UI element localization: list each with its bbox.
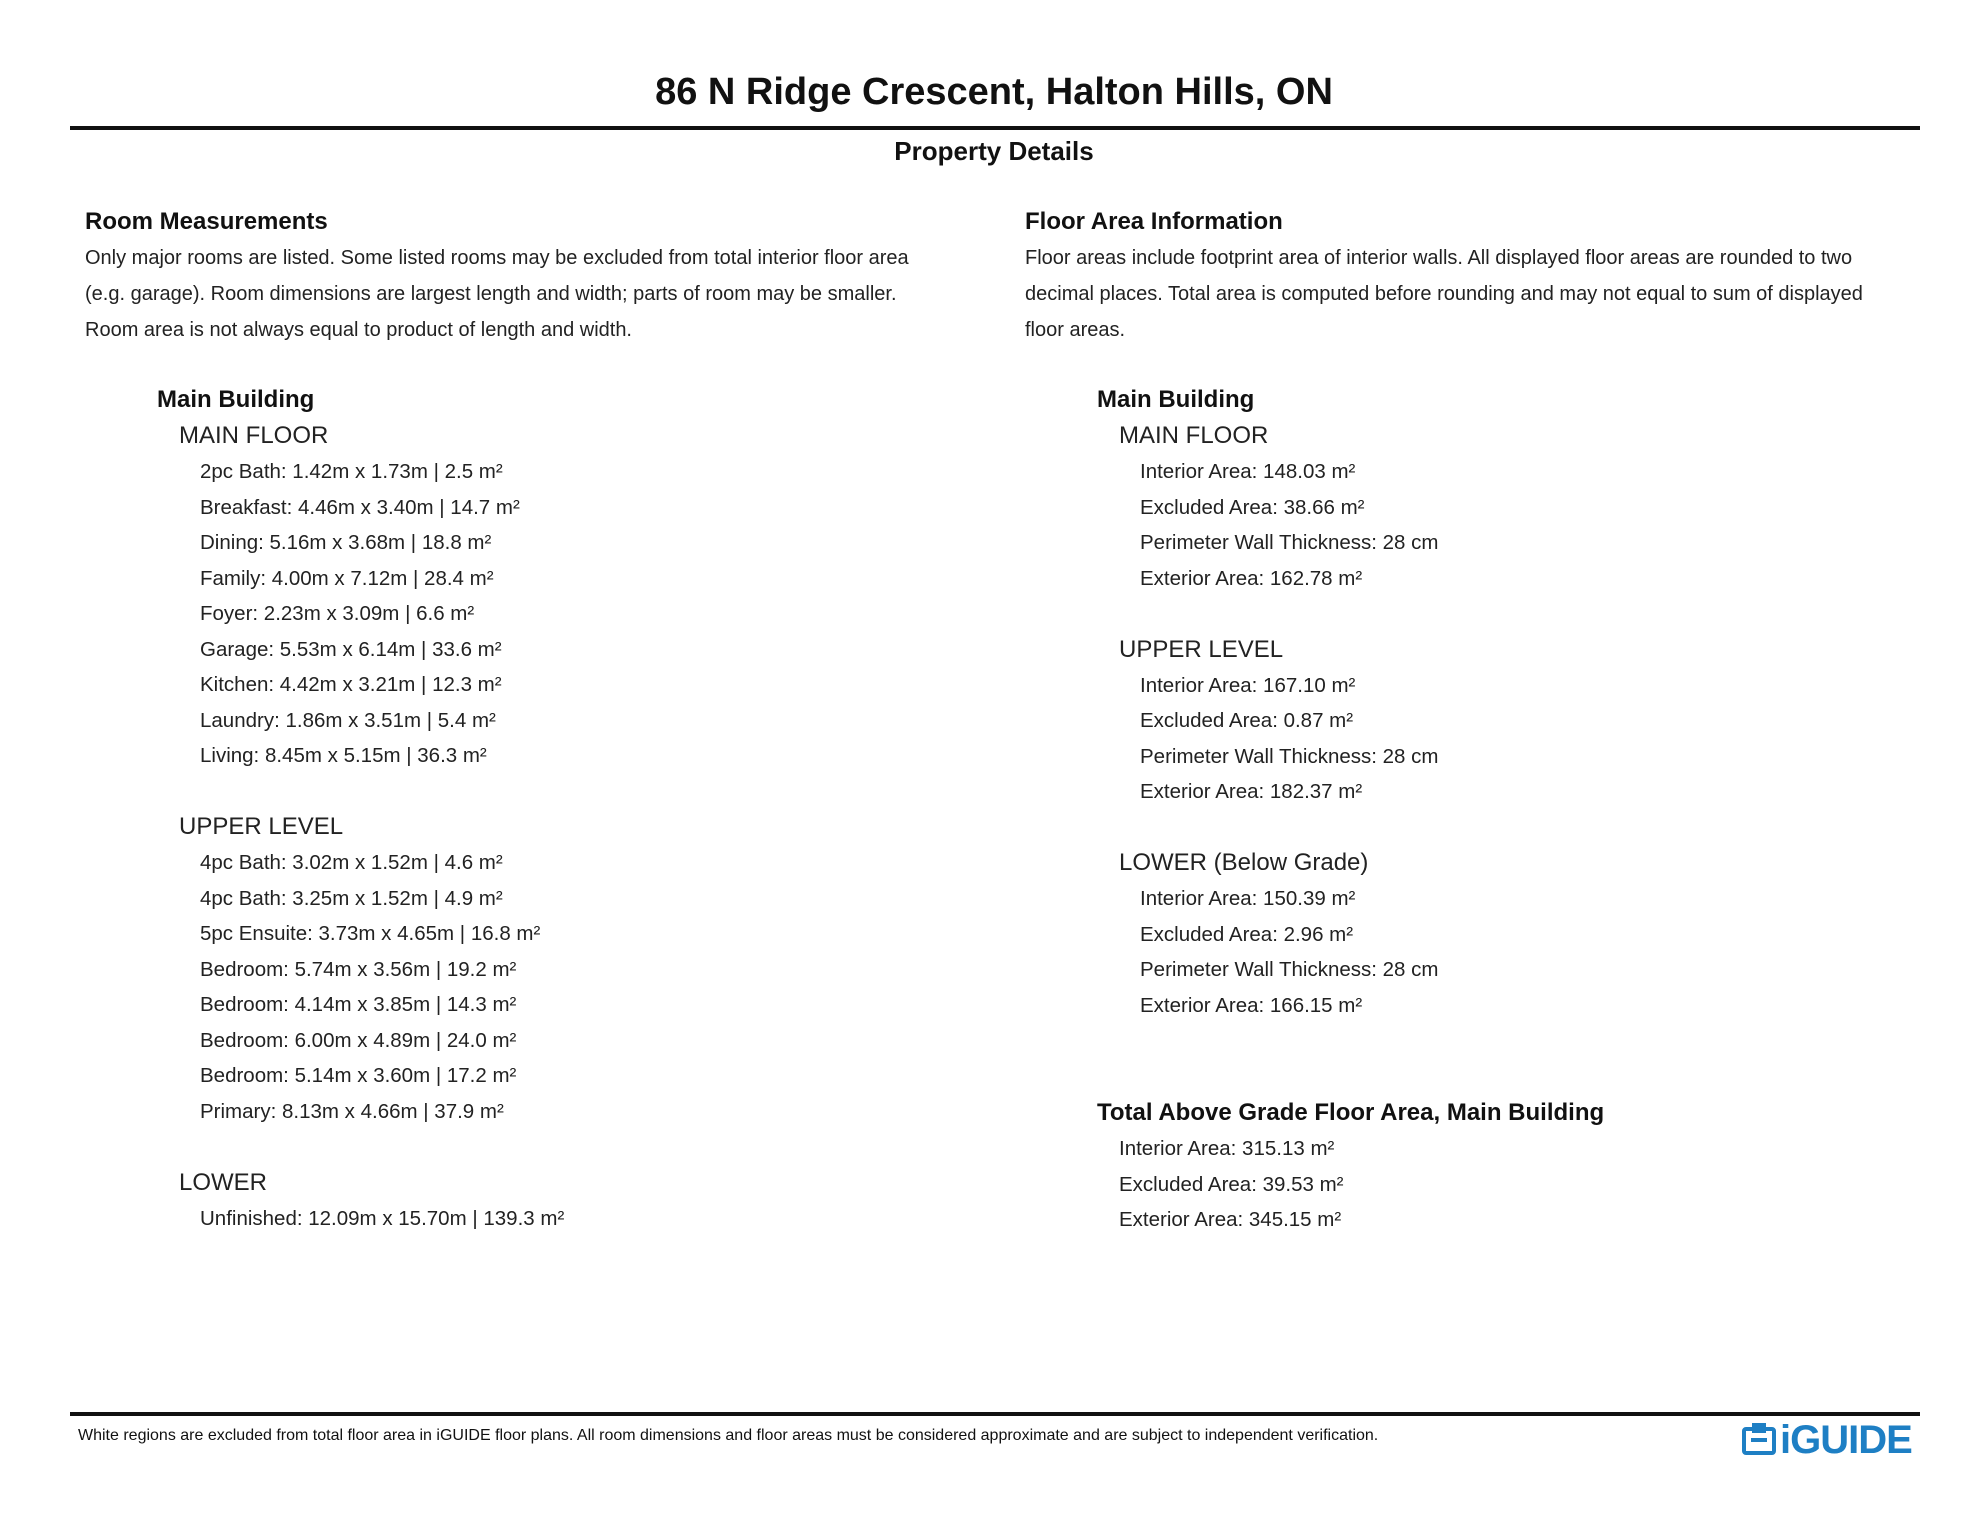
logo-text: iGUIDE <box>1780 1418 1912 1462</box>
room-item: 4pc Bath: 3.25m x 1.52m | 4.9 m² <box>200 886 503 910</box>
area-level-lower <box>1119 845 1935 1023</box>
room-list <box>179 454 985 774</box>
room-item: Bedroom: 4.14m x 3.85m | 14.3 m² <box>200 993 517 1016</box>
level-title: MAIN FLOOR <box>179 422 329 449</box>
area-item: Excluded Area: 38.66 m² <box>1140 495 1365 519</box>
floor-area-heading: Floor Area Information <box>1025 208 1283 235</box>
total-area-list <box>1119 1131 1935 1238</box>
total-area-item: Interior Area: 315.13 m² <box>1119 1137 1335 1160</box>
page-subtitle: Property Details <box>894 136 1094 166</box>
level-title: UPPER LEVEL <box>179 813 344 840</box>
room-item: Laundry: 1.86m x 3.51m | 5.4 m² <box>200 708 496 732</box>
total-area-item: Excluded Area: 39.53 m² <box>1119 1172 1344 1196</box>
room-item: Kitchen: 4.42m x 3.21m | 12.3 m² <box>200 673 502 696</box>
area-item: Interior Area: 150.39 m² <box>1140 887 1356 910</box>
area-item: Interior Area: 148.03 m² <box>1140 460 1356 483</box>
room-item: Dining: 5.16m x 3.68m | 18.8 m² <box>200 531 492 554</box>
room-item: Family: 4.00m x 7.12m | 28.4 m² <box>200 566 494 590</box>
room-item: Foyer: 2.23m x 3.09m | 6.6 m² <box>200 602 475 625</box>
room-item: Breakfast: 4.46m x 3.40m | 14.7 m² <box>200 495 520 519</box>
iguide-logo <box>1742 1418 1912 1462</box>
area-level-upper-level <box>1119 632 1935 846</box>
room-item: 5pc Ensuite: 3.73m x 4.65m | 16.8 m² <box>200 922 541 945</box>
area-item: Perimeter Wall Thickness: 28 cm <box>1140 958 1439 981</box>
total-area-item: Exterior Area: 345.15 m² <box>1119 1208 1342 1231</box>
footer-divider <box>70 1412 1920 1416</box>
area-list <box>1119 454 1935 596</box>
room-item: Bedroom: 6.00m x 4.89m | 24.0 m² <box>200 1028 517 1052</box>
area-item: Perimeter Wall Thickness: 28 cm <box>1140 531 1439 554</box>
room-building-heading: Main Building <box>157 386 315 413</box>
room-item: Bedroom: 5.74m x 3.56m | 19.2 m² <box>200 957 517 981</box>
level-title: MAIN FLOOR <box>1119 422 1269 449</box>
level-title: LOWER (Below Grade) <box>1119 849 1369 876</box>
area-item: Exterior Area: 182.37 m² <box>1140 780 1363 803</box>
room-item: Garage: 5.53m x 6.14m | 33.6 m² <box>200 637 502 661</box>
room-level-main-floor <box>179 418 985 809</box>
room-item: Primary: 8.13m x 4.66m | 37.9 m² <box>200 1099 504 1123</box>
room-item: Bedroom: 5.14m x 3.60m | 17.2 m² <box>200 1064 517 1087</box>
total-area-heading: Total Above Grade Floor Area, Main Building <box>1097 1099 1605 1126</box>
page-title: 86 N Ridge Crescent, Halton Hills, ON <box>655 71 1333 113</box>
room-level-lower <box>179 1165 985 1237</box>
area-item: Exterior Area: 162.78 m² <box>1140 566 1363 590</box>
room-measurements-heading: Room Measurements <box>85 208 328 235</box>
area-list <box>1119 881 1935 1023</box>
floor-area-note-line: floor areas. <box>1025 319 1126 341</box>
iguide-logo-icon <box>1742 1423 1776 1457</box>
area-list <box>1119 668 1935 810</box>
room-list <box>179 1201 985 1237</box>
room-list <box>179 845 985 1129</box>
room-measurements-note-line: Room area is not always equal to product of length and width. <box>85 319 632 341</box>
footer-disclaimer: White regions are excluded from total floor area in iGUIDE floor plans. All room dimensions and floor areas must be considered approximate and are subject to independent verification. <box>78 1427 1379 1444</box>
room-measurements-note-line: Only major rooms are listed. Some listed rooms may be excluded from total interior floor area <box>85 247 909 269</box>
room-item: Living: 8.45m x 5.15m | 36.3 m² <box>200 744 487 767</box>
floor-area-note-line: decimal places. Total area is computed before rounding and may not equal to sum of displayed <box>1025 283 1863 305</box>
area-item: Excluded Area: 2.96 m² <box>1140 922 1354 946</box>
level-title: UPPER LEVEL <box>1119 635 1284 663</box>
area-building-heading: Main Building <box>1097 386 1255 413</box>
floor-area-note-line: Floor areas include footprint area of interior walls. All displayed floor areas are rounded to two <box>1025 247 1853 269</box>
area-item: Exterior Area: 166.15 m² <box>1140 993 1363 1017</box>
room-level-upper-level <box>179 809 985 1165</box>
title-divider <box>70 126 1920 130</box>
room-measurements-section <box>85 204 985 1236</box>
room-item: 2pc Bath: 1.42m x 1.73m | 2.5 m² <box>200 460 503 483</box>
area-level-main-floor <box>1119 418 1935 632</box>
area-item: Interior Area: 167.10 m² <box>1140 673 1356 697</box>
area-item: Excluded Area: 0.87 m² <box>1140 709 1354 732</box>
room-item: Unfinished: 12.09m x 15.70m | 139.3 m² <box>200 1206 565 1230</box>
room-measurements-note-line: (e.g. garage). Room dimensions are largest length and width; parts of room may be smaller. <box>85 283 897 305</box>
floor-area-section <box>1025 204 1935 1238</box>
area-item: Perimeter Wall Thickness: 28 cm <box>1140 744 1439 768</box>
room-item: 4pc Bath: 3.02m x 1.52m | 4.6 m² <box>200 851 503 874</box>
level-title: LOWER <box>179 1168 268 1196</box>
